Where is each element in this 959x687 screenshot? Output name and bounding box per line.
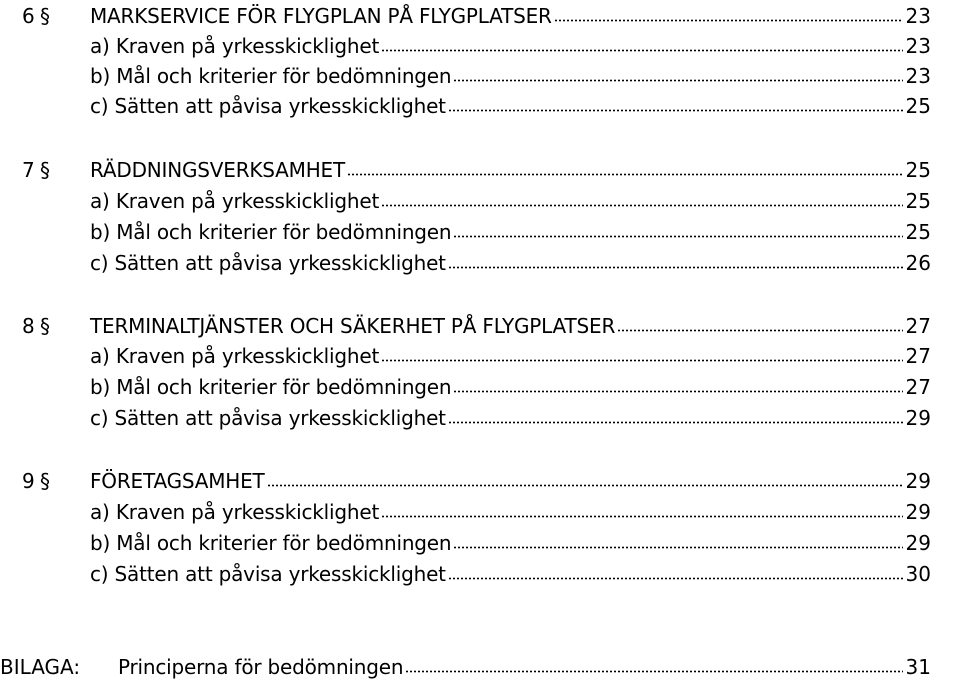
section-number: 9 § xyxy=(22,466,64,496)
item-title: a) Kraven på yrkesskicklighet xyxy=(90,500,380,524)
page-number: 30 xyxy=(905,562,931,586)
dot-leader xyxy=(381,204,902,207)
dot-leader xyxy=(453,235,902,238)
section-sign-icon: § xyxy=(40,4,50,28)
toc-appendix[interactable] xyxy=(0,652,959,682)
item-title: b) Mål och kriterier för bedömningen xyxy=(90,531,452,555)
dot-leader xyxy=(554,19,903,22)
page-number: 27 xyxy=(905,375,931,399)
toc-item[interactable] xyxy=(0,559,959,589)
dot-leader xyxy=(453,79,902,82)
item-title: a) Kraven på yrkesskicklighet xyxy=(90,34,380,58)
item-title: c) Sätten att påvisa yrkesskicklighet xyxy=(90,251,446,275)
section-number: 8 § xyxy=(22,311,64,341)
section-title: RÄDDNINGSVERKSAMHET xyxy=(90,158,346,182)
dot-leader xyxy=(405,670,902,673)
toc-section-6-heading[interactable] xyxy=(0,1,959,31)
dot-leader xyxy=(448,109,903,112)
toc-section-9-heading[interactable] xyxy=(0,466,959,496)
dot-leader xyxy=(448,577,903,580)
dot-leader xyxy=(448,421,903,424)
page-number: 27 xyxy=(905,314,931,338)
dot-leader xyxy=(347,173,903,176)
dot-leader xyxy=(381,515,902,518)
page-number: 23 xyxy=(905,4,931,28)
toc-section-8-heading[interactable] xyxy=(0,311,959,341)
page-number: 26 xyxy=(905,251,931,275)
section-number: 6 § xyxy=(22,1,64,31)
page-number: 29 xyxy=(905,500,931,524)
section-title: MARKSERVICE FÖR FLYGPLAN PÅ FLYGPLATSER xyxy=(90,4,552,28)
page-number: 23 xyxy=(905,34,931,58)
toc-item[interactable] xyxy=(0,217,959,247)
appendix-title: Principerna för bedömningen xyxy=(118,655,404,679)
item-title: b) Mål och kriterier för bedömningen xyxy=(90,220,452,244)
toc-item[interactable] xyxy=(0,248,959,278)
item-title: c) Sätten att påvisa yrkesskicklighet xyxy=(90,94,446,118)
dot-leader xyxy=(453,546,902,549)
item-title: b) Mål och kriterier för bedömningen xyxy=(90,64,452,88)
section-title: FÖRETAGSAMHET xyxy=(90,469,265,493)
page-number: 25 xyxy=(905,94,931,118)
toc-item[interactable] xyxy=(0,372,959,402)
page-number: 23 xyxy=(905,64,931,88)
item-title: c) Sätten att påvisa yrkesskicklighet xyxy=(90,406,446,430)
item-title: c) Sätten att påvisa yrkesskicklighet xyxy=(90,562,446,586)
page-number: 25 xyxy=(905,189,931,213)
page-number: 29 xyxy=(905,469,931,493)
toc-item[interactable] xyxy=(0,61,959,91)
section-number: 7 § xyxy=(22,155,64,185)
dot-leader xyxy=(448,266,903,269)
dot-leader xyxy=(381,49,902,52)
section-sign-icon: § xyxy=(40,469,50,493)
item-title: a) Kraven på yrkesskicklighet xyxy=(90,189,380,213)
section-sign-icon: § xyxy=(40,314,50,338)
page-number: 25 xyxy=(905,220,931,244)
toc-item[interactable] xyxy=(0,31,959,61)
toc-item[interactable] xyxy=(0,403,959,433)
dot-leader xyxy=(381,359,902,362)
item-title: a) Kraven på yrkesskicklighet xyxy=(90,344,380,368)
page-number: 29 xyxy=(905,531,931,555)
page-number: 25 xyxy=(905,158,931,182)
toc-item[interactable] xyxy=(0,528,959,558)
item-title: b) Mål och kriterier för bedömningen xyxy=(90,375,452,399)
appendix-label: BILAGA: xyxy=(0,655,81,679)
dot-leader xyxy=(617,329,902,332)
section-title: TERMINALTJÄNSTER OCH SÄKERHET PÅ FLYGPLATSER xyxy=(90,314,616,338)
toc-item[interactable] xyxy=(0,497,959,527)
dot-leader xyxy=(267,484,903,487)
page-number: 27 xyxy=(905,344,931,368)
page-number: 29 xyxy=(905,406,931,430)
toc-item[interactable] xyxy=(0,91,959,121)
page-number: 31 xyxy=(905,655,931,679)
section-sign-icon: § xyxy=(40,158,50,182)
toc-item[interactable] xyxy=(0,186,959,216)
dot-leader xyxy=(453,390,902,393)
toc-section-7-heading[interactable] xyxy=(0,155,959,185)
toc-item[interactable] xyxy=(0,341,959,371)
